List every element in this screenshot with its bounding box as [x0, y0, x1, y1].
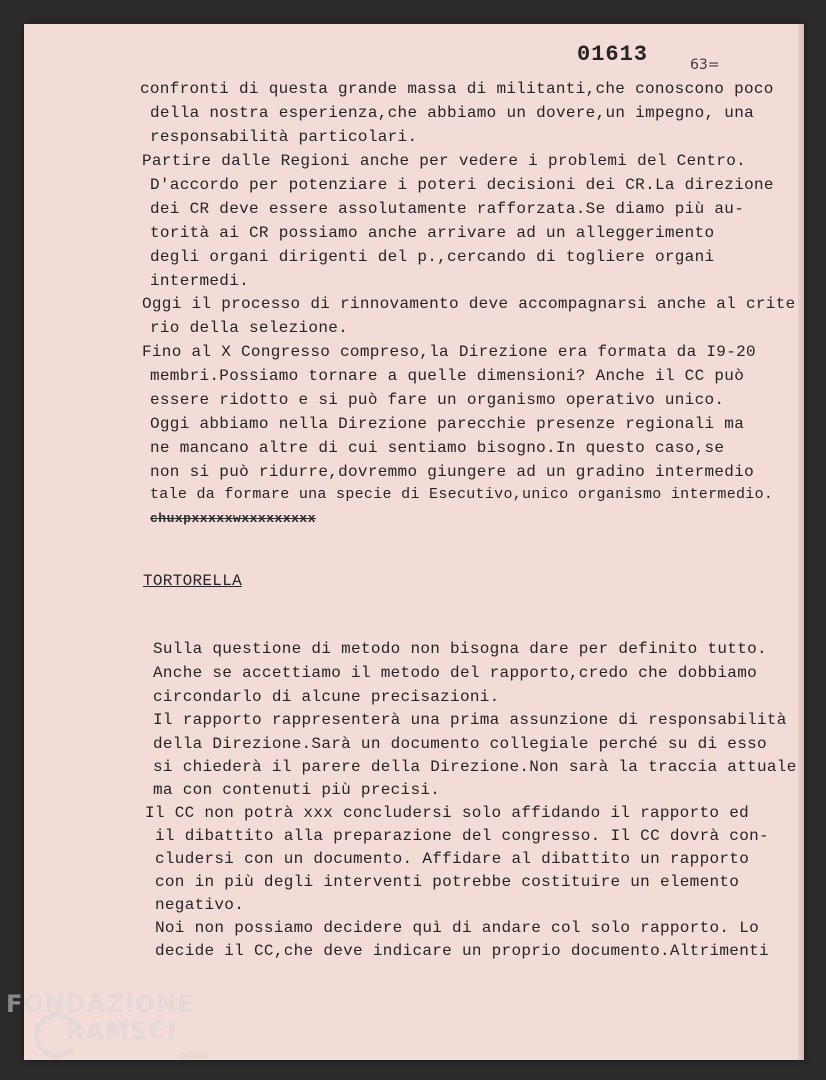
- text-line: Partire dalle Regioni anche per vedere i problemi del Centro.: [142, 152, 746, 170]
- logo-suffix: onlus: [181, 1050, 208, 1061]
- text-line: Oggi abbiamo nella Direzione parecchie presenze regionali ma: [150, 415, 745, 433]
- text-line: Il rapporto rappresenterà una prima assunzione di responsabilità: [153, 711, 787, 729]
- text-line: dei CR deve essere assolutamente rafforzata.Se diamo più au-: [150, 200, 745, 218]
- text-line: D'accordo per potenziare i poteri decisioni dei CR.La direzione: [150, 176, 774, 194]
- page-number: 63=: [690, 57, 720, 73]
- speaker-heading: TORTORELLA: [143, 572, 243, 590]
- text-line: Noi non possiamo decidere quì di andare col solo rapporto. Lo: [155, 919, 759, 937]
- text-line: torità ai CR possiamo anche arrivare ad un alleggerimento: [150, 224, 715, 242]
- text-line: degli organi dirigenti del p.,cercando di togliere organi: [150, 248, 715, 266]
- text-line: della Direzione.Sarà un documento collegiale perché su di esso: [153, 735, 767, 753]
- fondazione-gramsci-logo: [6, 990, 236, 1070]
- logo-text-line1: FONDAZIONE: [6, 990, 195, 1018]
- text-line: non si può ridurre,dovremmo giungere ad un gradino intermedio: [150, 463, 754, 481]
- page-edge: [798, 24, 804, 1060]
- text-line: rio della selezione.: [150, 319, 349, 337]
- text-line: confronti di questa grande massa di militanti,che conoscono poco: [140, 80, 774, 98]
- text-line: Oggi il processo di rinnovamento deve accompagnarsi anche al crite: [142, 295, 796, 313]
- text-line: si chiederà il parere della Direzione.Non sarà la traccia attuale: [153, 758, 797, 776]
- struck-out-text: chuxpxxxxxwxxxxxxxxx: [150, 511, 317, 526]
- text-line: Il CC non potrà xxx concludersi solo affidando il rapporto ed: [145, 804, 749, 822]
- logo-text-line2: RAMSCI: [66, 1017, 177, 1045]
- text-line: circondarlo di alcune precisazioni.: [153, 688, 500, 706]
- text-line: Fino al X Congresso compreso,la Direzione era formata da I9-20: [142, 343, 756, 361]
- text-line: tale da formare una specie di Esecutivo,unico organismo intermedio.: [150, 486, 774, 503]
- text-line: responsabilità particolari.: [150, 128, 418, 146]
- text-line: ne mancano altre di cui sentiamo bisogno.In questo caso,se: [150, 439, 725, 457]
- text-line: essere ridotto e si può fare un organismo operativo unico.: [150, 391, 725, 409]
- text-line: cludersi con un documento. Affidare al dibattito un rapporto: [155, 850, 750, 868]
- text-line: il dibattito alla preparazione del congresso. Il CC dovrà con-: [155, 827, 769, 845]
- text-line: della nostra esperienza,che abbiamo un dovere,un impegno, una: [150, 104, 754, 122]
- text-line: Anche se accettiamo il metodo del rapporto,credo che dobbiamo: [153, 664, 757, 682]
- text-line: membri.Possiamo tornare a quelle dimensioni? Anche il CC può: [150, 367, 745, 385]
- text-line: ma con contenuti più precisi.: [153, 781, 441, 799]
- text-line: negativo.: [155, 896, 245, 914]
- text-line: Sulla questione di metodo non bisogna dare per definito tutto.: [153, 640, 767, 658]
- document-number: 01613: [577, 42, 649, 67]
- text-line: intermedi.: [150, 272, 250, 290]
- text-line: con in più degli interventi potrebbe costituire un elemento: [155, 873, 740, 891]
- text-line: decide il CC,che deve indicare un proprio documento.Altrimenti: [155, 942, 769, 960]
